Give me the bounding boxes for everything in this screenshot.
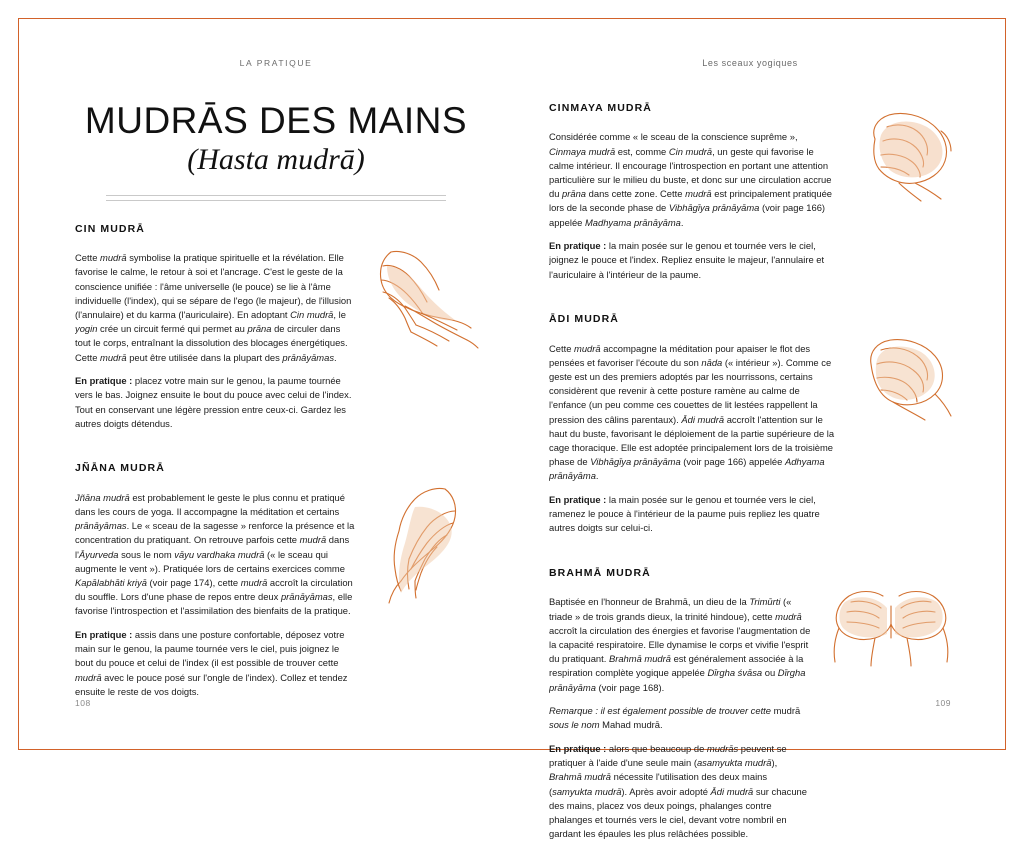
- section-cinmaya-mudra: [549, 102, 951, 291]
- page-subtitle: (Hasta mudrā): [187, 142, 365, 176]
- section-adi-mudra: [549, 313, 951, 545]
- right-page: [513, 18, 1007, 840]
- page-title: MUDRĀS DES MAINS: [84, 100, 468, 141]
- title-divider: [106, 195, 446, 201]
- palm-up-hand-jnana-mudra-illustration: [367, 477, 477, 607]
- section-body: [549, 332, 837, 545]
- section-heading: BRAHMĀ MUDRĀ: [549, 567, 651, 580]
- paragraph: En pratique : la main posée sur le genou et tournée vers le ciel, ramenez le pouce à l'intérieur de la paume puis repliez les quatre autres doigts sur celui-ci.: [549, 494, 820, 534]
- open-hand-cin-mudra-illustration: [361, 236, 481, 356]
- thumb-in-fist-adi-mudra-illustration: [847, 324, 955, 434]
- two-fists-brahma-mudra-illustration: [821, 576, 961, 671]
- section-body: [549, 586, 811, 851]
- paragraph: En pratique : placez votre main sur le genou, la paume tournée vers le bas. Joignez ensuite le bout du pouce avec celui de l'index. Tout en conservant une légère pression entre ceux-ci. Gardez les autres doigts détendus.: [75, 375, 352, 429]
- left-page: [19, 18, 513, 750]
- left-page-number: 108: [75, 698, 91, 708]
- left-running-head: LA PRATIQUE: [239, 58, 313, 68]
- section-heading: CIN MUDRĀ: [75, 222, 145, 235]
- paragraph: Jñāna mudrā est probablement le geste le plus connu et pratiqué dans les cours de yoga. Il accompagne la méditation et certains prānāyāmas. Le « sceau de la sagesse » renforce la présence et la concentration du pratiquant. On retrouve parfois cette mudrā dans l'Āyurveda sous le nom vāyu vardhaka mudrā (« le sceau qui augmente le vent »). Pratiquée lors de certains exercices comme Kapālabhāti kriyā (voir page 174), cette mudrā accroît la circulation du souffle. Lors d'une phase de repos entre deux prānāyāmas, elle favorise l'introspection et l'assimilation des bienfaits de la pratique.: [75, 491, 355, 617]
- paragraph: Cette mudrā symbolise la pratique spirituelle et la révélation. Elle favorise le calme, le retour à soi et l'ancrage. C'est le geste de la conscience unifiée : l'âme universelle (le pouce) se lie à l'âme individuelle (l'index), qui se sépare de l'ego (le majeur), de l'illusion (l'annulaire) et du karma (l'auriculaire). En adoptant Cin mudrā, le yogin crée un circuit fermé qui permet au prāna de circuler dans tout le corps, entraînant la dissolution des blocages énergétiques. Cette mudrā peut être utilisée dans la plupart des prānāyāmas.: [75, 252, 352, 363]
- section-cin-mudra: [75, 223, 477, 441]
- paragraph: Remarque : il est également possible de trouver cette mudrā sous le nom Mahad mudrā.: [549, 705, 801, 731]
- section-heading: JÑĀNA MUDRĀ: [75, 462, 165, 475]
- paragraph: Baptisée en l'honneur de Brahmā, un dieu de la Trimūrti (« triade » de trois grands dieux, la trinité hindoue), cette mudrā accroît la circulation des énergies et favorise l'augmentation de la capacité respiratoire. Elle dynamise le corps et vivifie l'esprit du pratiquant. Brahmā mudrā est généralement associée à la respiration complète yogique appelée Dīrgha śvāsa ou Dīrgha prānāyāma (voir page 168).: [549, 596, 811, 693]
- section-jnana-mudra: [75, 462, 477, 708]
- right-running-head: Les sceaux yogiques: [702, 58, 798, 68]
- section-heading: ĀDI MUDRĀ: [549, 313, 619, 326]
- paragraph: En pratique : la main posée sur le genou et tournée vers le ciel, joignez le pouce et l'index. Repliez ensuite le majeur, l'annulaire et l'auriculaire à l'intérieur de la paume.: [549, 240, 825, 280]
- paragraph: Cette mudrā accompagne la méditation pour apaiser le flot des pensées et favoriser l'écoute du son nāda (« intérieur »). Comme ce geste est un des premiers adoptés par les nourrissons, certains considèrent que revenir à cette posture ramène au calme de l'enfance (un peu comme ces couettes de lit lestées rappellent la pression des câlins parentaux). Ādi mudrā accroît l'attention sur le haut du buste, favorisant le déploiement de la partie supérieure de la cage thoracique. Elle est adoptée principalement lors de la troisième phase de Vibhāgīya prānāyāma (voir page 166) appelée Adhyama prānāyāma.: [549, 342, 835, 482]
- section-heading: CINMAYA MUDRĀ: [549, 102, 652, 114]
- paragraph: Considérée comme « le sceau de la conscience suprême », Cinmaya mudrā est, comme Cin mudrā, un geste qui favorise le calme intérieur. Il encourage l'introspection en portant une attention particulière sur le milieu du buste, et donc sur une circulation accrue du prāna dans cette zone. Cette mudrā est principalement pratiquée lors de la seconde phase de Vibhāgīya prānāyāma (voir page 166) appelée Madhyama prānāyāma.: [549, 131, 833, 228]
- paragraph: En pratique : assis dans une posture confortable, déposez votre main sur le genou, la paume tournée vers le ciel, puis joignez le bout du pouce et celui de l'index (il est possible de trouver cette mudrā avec le pouce posé sur l'ongle de l'index). Collez et tendez ensuite le reste de vos doigts.: [75, 629, 348, 697]
- section-body: [75, 481, 357, 708]
- right-page-number: 109: [935, 698, 951, 708]
- closed-fist-cinmaya-mudra-illustration: [847, 105, 957, 210]
- section-body: [549, 121, 837, 291]
- section-body: [75, 242, 353, 441]
- section-brahma-mudra: [549, 567, 951, 851]
- paragraph: En pratique : alors que beaucoup de mudrās peuvent se pratiquer à l'aide d'une seule main (asamyukta mudrā), Brahmā mudrā nécessite l'utilisation des deux mains (samyukta mudrā). Après avoir adopté Ādi mudrā sur chacune des mains, placez vos deux poings, phalanges contre phalanges et tournés vers le ciel, devant votre nombril en gardant les épaules les plus relâchées possible.: [549, 743, 807, 840]
